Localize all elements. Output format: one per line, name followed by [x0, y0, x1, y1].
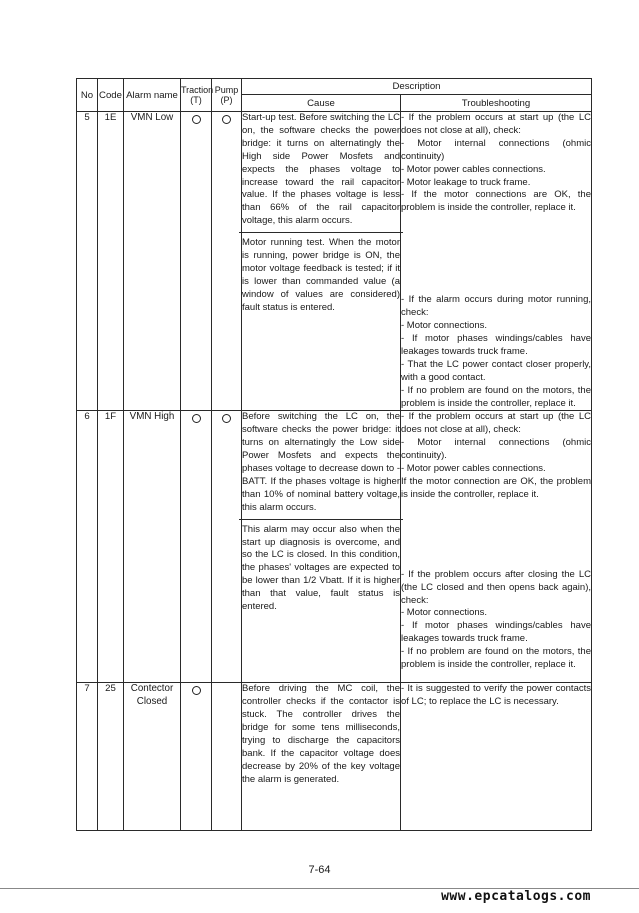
troubleshooting-item: - If the problem occurs at start up (the LC does not close at all), check:	[401, 112, 591, 136]
cause-cell	[242, 683, 401, 831]
header-code: Code	[98, 79, 124, 112]
header-traction-abbr: (T)	[190, 95, 202, 105]
cause-text: Motor running test. When the motor is running, power bridge is ON, the motor voltage feedback is tested; if it is lower than commanded value (a window of values are considered) fault status is entered.	[242, 237, 400, 313]
troubleshooting-item: - Motor internal connections (ohmic continuity).	[401, 437, 591, 462]
troubleshooting-item: - If no problem are found on the motors, the problem is inside the controller, replace it.	[401, 646, 591, 671]
header-pump-label: Pump	[214, 85, 239, 95]
circle-icon	[222, 414, 231, 423]
alarm-number: 5	[77, 112, 98, 411]
cause-text: This alarm may occur also when the start up diagnosis is overcome, and so the LC is closed. In this condition, the phases' voltages are expected to be lower than 1/2 Vbatt. If it is higher than that value, fault status is entered.	[242, 523, 400, 613]
traction-marker-cell	[181, 411, 212, 683]
cause-text: Before driving the MC coil, the controller checks if the contactor is stuck. The controller drives the bridge for some tens milliseconds, trying to discharge the capacitors bank. If the capacitor voltage does decrease by 20% of the key voltage the alarm is generated.	[242, 683, 400, 785]
troubleshooting-item: - If the problem occurs at start up (the LC does not close at all), check:	[401, 411, 591, 436]
table-row	[77, 112, 592, 411]
pump-marker-cell	[212, 683, 242, 831]
cause-cell	[242, 112, 401, 411]
cause-divider	[239, 232, 403, 233]
troubleshooting-item: - If the motor connections are OK, the problem is inside the controller, replace it.	[401, 189, 591, 214]
troubleshooting-cell	[401, 683, 592, 831]
header-no: No	[77, 79, 98, 112]
troubleshooting-item: - Motor connections.	[401, 320, 488, 332]
troubleshooting-item: - Motor power cables connections.	[401, 463, 546, 475]
header-cause: Cause	[242, 95, 401, 112]
troubleshooting-item: - Motor leakage to truck frame.	[401, 176, 531, 188]
table-row	[77, 683, 592, 831]
alarm-code: 1F	[98, 411, 124, 683]
alarm-table	[76, 78, 592, 831]
troubleshooting-item: - If motor phases windings/cables have leakages towards truck frame.	[401, 332, 591, 357]
troubleshooting-item: - If the problem occurs after closing the LC (the LC closed and then opens back again), check:	[401, 568, 591, 606]
header-alarm-name: Alarm name	[124, 79, 181, 112]
traction-marker-cell	[181, 112, 212, 411]
header-pump	[212, 79, 242, 112]
circle-icon	[192, 115, 201, 124]
cause-cell	[242, 411, 401, 683]
circle-icon	[192, 414, 201, 423]
troubleshooting-item: - It is suggested to verify the power contacts of LC; to replace the LC is necessary.	[401, 683, 591, 708]
table-row	[77, 411, 592, 683]
troubleshooting-item: - Motor power cables connections.	[401, 163, 546, 175]
troubleshooting-item: If the motor connection are OK, the problem is inside the controller, replace it.	[401, 475, 591, 500]
header-description: Description	[242, 79, 592, 95]
circle-icon	[222, 115, 231, 124]
alarm-number: 7	[77, 683, 98, 831]
troubleshooting-item: - If no problem are found on the motors, the problem is inside the controller, replace it.	[401, 384, 591, 409]
header-traction-label: Traction	[181, 85, 214, 95]
troubleshooting-cell	[401, 112, 592, 411]
alarm-code: 25	[98, 683, 124, 831]
header-troubleshooting: Troubleshooting	[401, 95, 592, 112]
header-traction	[181, 79, 212, 112]
circle-icon	[192, 686, 201, 695]
alarm-number: 6	[77, 411, 98, 683]
header-pump-abbr: (P)	[220, 95, 233, 105]
alarm-name: VMN High	[124, 411, 181, 683]
troubleshooting-spacer	[401, 502, 591, 569]
troubleshooting-item: - That the LC power contact closer properly, with a good contact.	[401, 358, 591, 383]
alarm-code: 1E	[98, 112, 124, 411]
pump-marker-cell	[212, 411, 242, 683]
pump-marker-cell	[212, 112, 242, 411]
traction-marker-cell	[181, 683, 212, 831]
troubleshooting-item: - If the alarm occurs during motor running, check:	[401, 294, 591, 319]
cause-divider	[239, 519, 403, 520]
watermark-link[interactable]: www.epcatalogs.com	[441, 889, 591, 904]
troubleshooting-item: - Motor internal connections (ohmic continuity)	[401, 137, 591, 162]
cause-text: Before switching the LC on, the software checks the power bridge: it turns on alternatingly the Low side Power Mosfets and expects the phases voltage to decrease down to -BATT. If the phases voltage is higher than 10% of nominal battery voltage, this alarm occurs.	[242, 411, 400, 513]
cause-text: Start-up test. Before switching the LC on, the software checks the power bridge: it turns on alternatingly the High side Power Mosfets and expects the phases voltage to increase toward the rail capacitor value. If the phases voltage is less than 66% of the rail capacitor voltage, this alarm occurs.	[242, 112, 400, 227]
troubleshooting-item: - Motor connections.	[401, 607, 488, 619]
troubleshooting-item: - If motor phases windings/cables have leakages towards truck frame.	[401, 620, 591, 645]
troubleshooting-spacer	[401, 215, 591, 294]
alarm-name: Contector Closed	[124, 683, 181, 831]
alarm-name: VMN Low	[124, 112, 181, 411]
troubleshooting-cell	[401, 411, 592, 683]
page-number: 7-64	[308, 864, 331, 876]
